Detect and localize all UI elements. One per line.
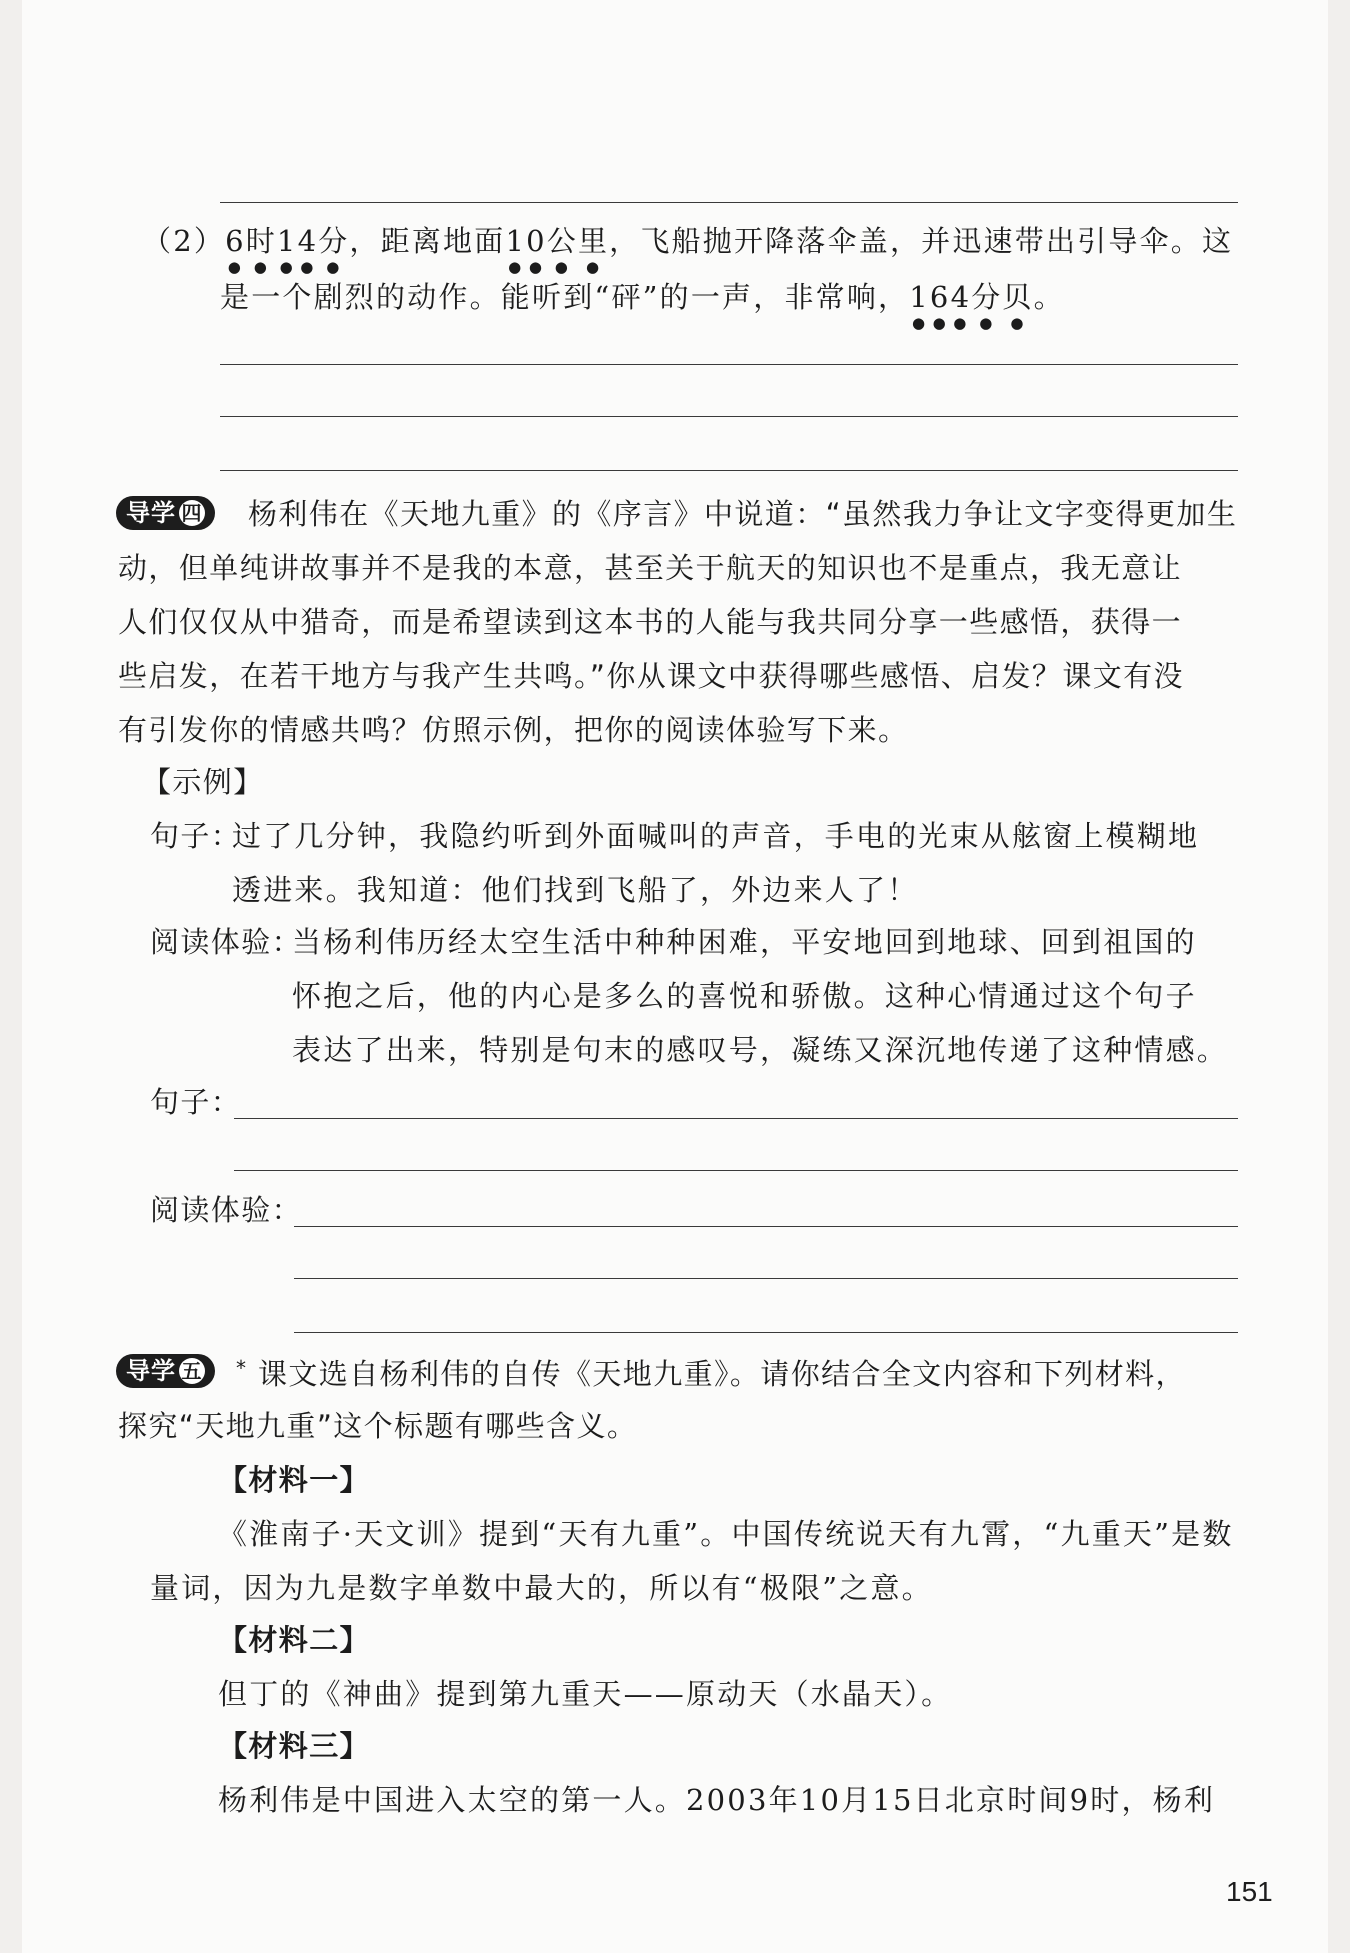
item-2-label: （2） [142,224,226,258]
answer-line [220,364,1238,365]
badge-number: 四 [179,500,205,526]
answer-line [220,202,1238,203]
guide-4-line-1: 杨利伟在《天地九重》的《序言》中说道：“虽然我力争让文字变得更加生 [248,497,1238,531]
guide-4-line-3: 人们仅仅从中猎奇，而是希望读到这本书的人能与我共同分享一些感悟，获得一 [118,605,1183,639]
guide-4-line-2: 动，但单纯讲故事并不是我的本意，甚至关于航天的知识也不是重点，我无意让 [118,551,1183,585]
workbook-page [22,0,1328,1953]
item-2-text: 。 [1033,280,1065,314]
example-reading-line-2: 怀抱之后，他的内心是多么的喜悦和骄傲。这种心情通过这个句子 [292,979,1197,1013]
material-1-line-1: 《淮南子·天文训》提到“天有九重”。中国传统说天有九霄，“九重天”是数 [218,1517,1234,1551]
answer-sentence-line[interactable] [234,1118,1238,1119]
example-reading-line-1: 当杨利伟历经太空生活中种种困难，平安地回到地球、回到祖国的 [292,925,1197,959]
guide-4-badge [116,496,215,530]
answer-reading-line[interactable] [294,1332,1238,1333]
sentence-label: 句子： [150,819,242,853]
emphasis-decibel: 164分贝 [909,280,1034,314]
answer-line [220,470,1238,471]
answer-line [220,416,1238,417]
example-reading-line-3: 表达了出来，特别是句末的感叹号，凝练又深沉地传递了这种情感。 [292,1033,1229,1067]
answer-sentence-line[interactable] [234,1170,1238,1171]
example-sentence-line-1: 过了几分钟，我隐约听到外面喊叫的声音，手电的光束从舷窗上模糊地 [232,819,1200,853]
emphasis-distance: 10公里 [505,224,610,258]
item-2-text: ，飞船抛开降落伞盖，并迅速带出引导伞。这 [609,224,1234,258]
example-sentence-line-2: 透进来。我知道：他们找到飞船了，外边来人了！ [232,873,919,907]
guide-5-line-1: 课文选自杨利伟的自传《天地九重》。请你结合全文内容和下列材料， [258,1357,1186,1391]
badge-number: 五 [179,1358,205,1384]
answer-reading-line[interactable] [294,1278,1238,1279]
guide-4-line-4: 些启发，在若干地方与我产生共鸣。”你从课文中获得哪些感悟、启发？课文有没 [118,659,1184,693]
guide-4-line-5: 有引发你的情感共鸣？仿照示例，把你的阅读体验写下来。 [118,713,909,747]
material-1-line-2: 量词，因为九是数字单数中最大的，所以有“极限”之意。 [150,1571,933,1605]
item-2-line-1 [142,224,1233,276]
badge-label: 导学 [126,1357,176,1385]
answer-reading-line[interactable] [294,1226,1238,1227]
material-1-label: 【材料一】 [218,1463,371,1497]
material-2-line-1: 但丁的《神曲》提到第九重天——原动天（水晶天）。 [218,1677,953,1711]
page-number: 151 [1226,1876,1273,1907]
guide-5-line-2: 探究“天地九重”这个标题有哪些含义。 [118,1409,638,1443]
material-3-line-1: 杨利伟是中国进入太空的第一人。2003年10月15日北京时间9时，杨利 [218,1783,1216,1817]
item-2-text: 是一个剧烈的动作。能听到“砰”的一声，非常响， [220,280,910,314]
material-2-label: 【材料二】 [218,1623,371,1657]
answer-sentence-label: 句子： [150,1085,242,1119]
item-2-text: ，距离地面 [349,224,506,258]
emphasis-time: 6时14分 [225,224,350,258]
badge-label: 导学 [126,499,176,527]
example-label: 【示例】 [142,765,264,799]
optional-star: * [236,1356,246,1380]
answer-reading-label: 阅读体验： [150,1193,303,1227]
reading-experience-label: 阅读体验： [150,925,303,959]
material-3-label: 【材料三】 [218,1729,371,1763]
item-2-line-2 [220,280,1065,332]
guide-5-badge [116,1354,215,1388]
